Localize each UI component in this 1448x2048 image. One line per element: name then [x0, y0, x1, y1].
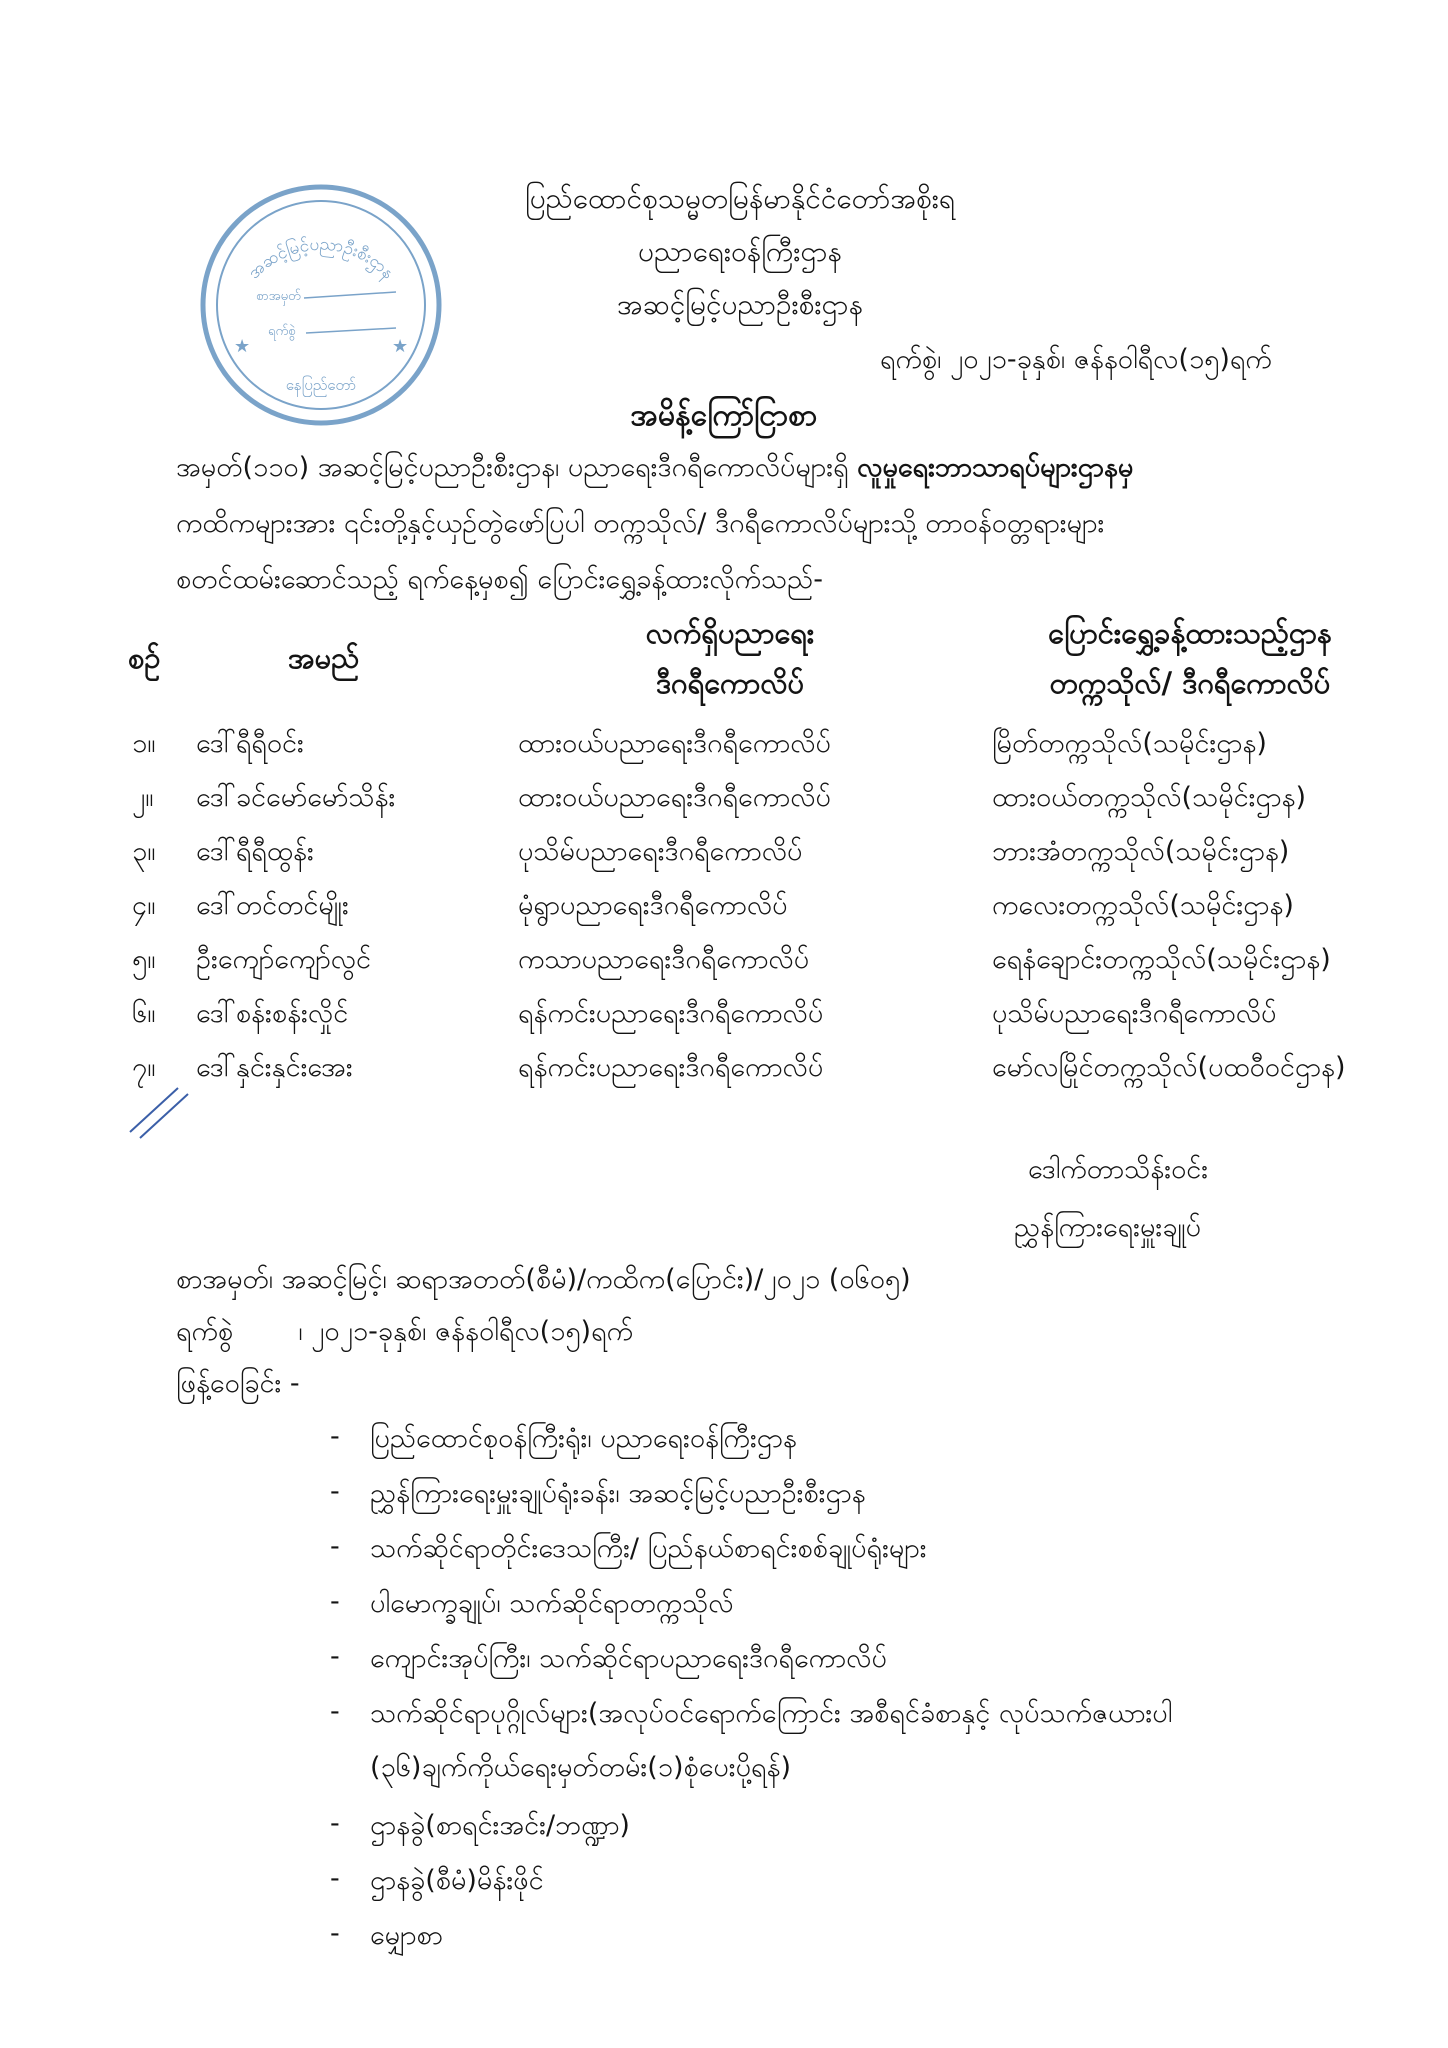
official-seal — [196, 180, 446, 430]
table-row — [0, 990, 1448, 1044]
row-name: ဒေါ်ခင်မော်မော်သိန်း — [196, 782, 396, 813]
signatory-name: ဒေါက်တာသိန်းဝင်း — [1028, 1154, 1209, 1185]
row-no: ၄။ — [132, 890, 156, 921]
row-new-posting: ထားဝယ်တက္ကသိုလ်(သမိုင်းဌာန) — [992, 782, 1307, 813]
header-line2: ပညာရေးဝန်ကြီးဌာန — [638, 235, 842, 268]
row-new-posting: ပုသိမ်ပညာရေးဒီဂရီကောလိပ် — [992, 998, 1277, 1029]
row-name: ဒေါ်ရီရီဝင်း — [196, 728, 304, 759]
distribution-item: သက်ဆိုင်ရာတိုင်းဒေသကြီး/ ပြည်နယ်စာရင်းစစ်ချုပ်ရုံးများ — [370, 1533, 927, 1564]
list-bullet: - — [330, 1476, 340, 1507]
distribution-item: သက်ဆိုင်ရာပုဂ္ဂိုလ်များ(အလုပ်ဝင်ရောက်ကြောင်း အစီရင်ခံစာနှင့် လုပ်သက်ဇယားပါ — [370, 1698, 1173, 1729]
seal-top-text: အဆင့်မြင့်ပညာဦးစီးဌာန — [244, 234, 398, 284]
list-bullet: - — [330, 1696, 340, 1727]
table-row — [0, 828, 1448, 882]
row-current-college: ကသာပညာရေးဒီဂရီကောလိပ် — [518, 944, 810, 975]
row-no: ၅။ — [132, 944, 156, 975]
row-no: ၆။ — [132, 998, 156, 1029]
intro-line1-dept: လူမှုရေးဘာသာရပ်များဌာနမှ — [857, 452, 1134, 483]
intro-line2: ကထိကများအား ၎င်းတို့နှင့်ယှဉ်တွဲဖော်ပြပါ တက္ကသိုလ်/ ဒီဂရီကောလိပ်များသို့ တာဝန်ဝတ္တရားများ — [176, 508, 1105, 539]
table-row — [0, 936, 1448, 990]
col-header-new-l2: တက္ကသိုလ်/ ဒီဂရီကောလိပ် — [1049, 666, 1331, 700]
seal-line1: စာအမှတ် — [256, 289, 301, 304]
table-row — [0, 774, 1448, 828]
list-bullet: - — [330, 1918, 340, 1949]
intro-line1-text: အမှတ်(၁၁၀) အဆင့်မြင့်ပညာဦးစီးဌာန၊ ပညာရေးဒီဂရီကောလိပ်များရှိ — [176, 452, 849, 483]
pen-mark — [126, 1082, 196, 1142]
ref-date-value: ၊ ၂၀၂၁-ခုနှစ်၊ ဇန်နဝါရီလ(၁၅)ရက် — [298, 1316, 634, 1347]
table-row — [0, 1044, 1448, 1098]
distribution-item: ညွှန်ကြားရေးမှူးချုပ်ရုံးခန်း၊ အဆင့်မြင့်ပညာဦးစီးဌာန — [370, 1478, 866, 1509]
signatory-title: ညွှန်ကြားရေးမှူးချုပ် — [1014, 1212, 1202, 1243]
header-line3: အဆင့်မြင့်ပညာဦးစီးဌာန — [616, 288, 864, 321]
distribution-item: မျှောစာ — [370, 1920, 443, 1951]
col-header-name: အမည် — [288, 641, 360, 675]
row-no: ၃။ — [132, 836, 156, 867]
row-new-posting: ဘားအံတက္ကသိုလ်(သမိုင်းဌာန) — [992, 836, 1290, 867]
distribution-item-continued: (၃၆)ချက်ကိုယ်ရေးမှတ်တမ်း(၁)စုံပေးပို့ရန်) — [370, 1752, 792, 1783]
row-no: ၂။ — [132, 782, 154, 813]
table-row — [0, 882, 1448, 936]
row-current-college: ရန်ကင်းပညာရေးဒီဂရီကောလိပ် — [518, 1052, 824, 1083]
row-name: ဒေါ်တင်တင်မျိုး — [196, 890, 349, 921]
row-name: ဒေါ်နှင်းနှင်းအေး — [196, 1052, 353, 1083]
ref-date — [176, 1312, 633, 1352]
row-current-college: ထားဝယ်ပညာရေးဒီဂရီကောလိပ် — [518, 728, 831, 759]
row-name: ဦးကျော်ကျော်လွင် — [196, 944, 372, 975]
svg-text:★: ★ — [392, 336, 409, 357]
row-no: ၁။ — [132, 728, 156, 759]
seal-bottom-text: နေပြည်တော် — [285, 376, 357, 394]
distribution-item: ဌာနခွဲ(စာရင်းအင်း/ဘဏ္ဍာ) — [370, 1810, 630, 1841]
svg-text:အဆင့်မြင့်ပညာဦးစီးဌာန — [244, 234, 398, 285]
list-bullet: - — [330, 1531, 340, 1562]
col-header-no: စဉ် — [128, 641, 161, 675]
row-name: ဒေါ်ရီရီထွန်း — [196, 836, 314, 867]
row-new-posting: မော်လမြိုင်တက္ကသိုလ်(ပထဝီဝင်ဌာန) — [992, 1052, 1346, 1083]
header-date: ရက်စွဲ၊ ၂၀၂၁-ခုနှစ်၊ ဇန်နဝါရီလ(၁၅)ရက် — [880, 344, 1272, 375]
distribution-item: ပါမောက္ခချုပ်၊ သက်ဆိုင်ရာတက္ကသိုလ် — [370, 1588, 734, 1619]
distribution-item: ဌာနခွဲ(စီမံ)မိန်းဖိုင် — [370, 1865, 544, 1896]
distribution-item: ပြည်ထောင်စုဝန်ကြီးရုံး၊ ပညာရေးဝန်ကြီးဌာန — [370, 1423, 797, 1454]
ref-date-label: ရက်စွဲ — [176, 1316, 234, 1347]
document-title: အမိန့်ကြော်ငြာစာ — [630, 398, 818, 433]
col-header-current-l2: ဒီဂရီကောလိပ် — [655, 666, 805, 700]
distribution-item: ကျောင်းအုပ်ကြီး၊ သက်ဆိုင်ရာပညာရေးဒီဂရီကောလိပ် — [370, 1643, 887, 1674]
row-new-posting: ကလေးတက္ကသိုလ်(သမိုင်းဌာန) — [992, 890, 1294, 921]
col-header-new-l1: ပြောင်းရွှေ့ခန့်ထားသည့်ဌာန — [1048, 616, 1332, 650]
row-name: ဒေါ်စန်းစန်းလှိုင် — [196, 998, 349, 1029]
letter-number: စာအမှတ်၊ အဆင့်မြင့်၊ ဆရာအတတ်(စီမံ)/ကထိက(ပြောင်း)/၂၀၂၁ (၀၆၀၅) — [176, 1264, 911, 1295]
seal-line2: ရက်စွဲ — [268, 324, 296, 339]
table-row — [0, 720, 1448, 774]
row-current-college: မုံရွာပညာရေးဒီဂရီကောလိပ် — [518, 890, 788, 921]
list-bullet: - — [330, 1641, 340, 1672]
header-line1: ပြည်ထောင်စုသမ္မတမြန်မာနိုင်ငံတော်အစိုးရ — [525, 182, 955, 215]
intro-line3: စတင်ထမ်းဆောင်သည့် ရက်နေ့မှစ၍ ပြောင်းရွှေ့ခန့်ထားလိုက်သည်- — [176, 564, 824, 595]
row-current-college: ရန်ကင်းပညာရေးဒီဂရီကောလိပ် — [518, 998, 824, 1029]
distribution-heading: ဖြန့်ဝေခြင်း - — [176, 1368, 300, 1399]
row-current-college: ထားဝယ်ပညာရေးဒီဂရီကောလိပ် — [518, 782, 831, 813]
list-bullet: - — [330, 1808, 340, 1839]
row-no: ၇။ — [132, 1052, 156, 1083]
row-current-college: ပုသိမ်ပညာရေးဒီဂရီကောလိပ် — [518, 836, 803, 867]
list-bullet: - — [330, 1863, 340, 1894]
row-new-posting: မြိတ်တက္ကသိုလ်(သမိုင်းဌာန) — [992, 728, 1267, 759]
row-new-posting: ရေနံချောင်းတက္ကသိုလ်(သမိုင်းဌာန) — [992, 944, 1331, 975]
intro-line1 — [176, 448, 1133, 488]
list-bullet: - — [330, 1586, 340, 1617]
list-bullet: - — [330, 1421, 340, 1452]
col-header-current-l1: လက်ရှိပညာရေး — [645, 616, 815, 650]
svg-text:★: ★ — [234, 336, 251, 357]
